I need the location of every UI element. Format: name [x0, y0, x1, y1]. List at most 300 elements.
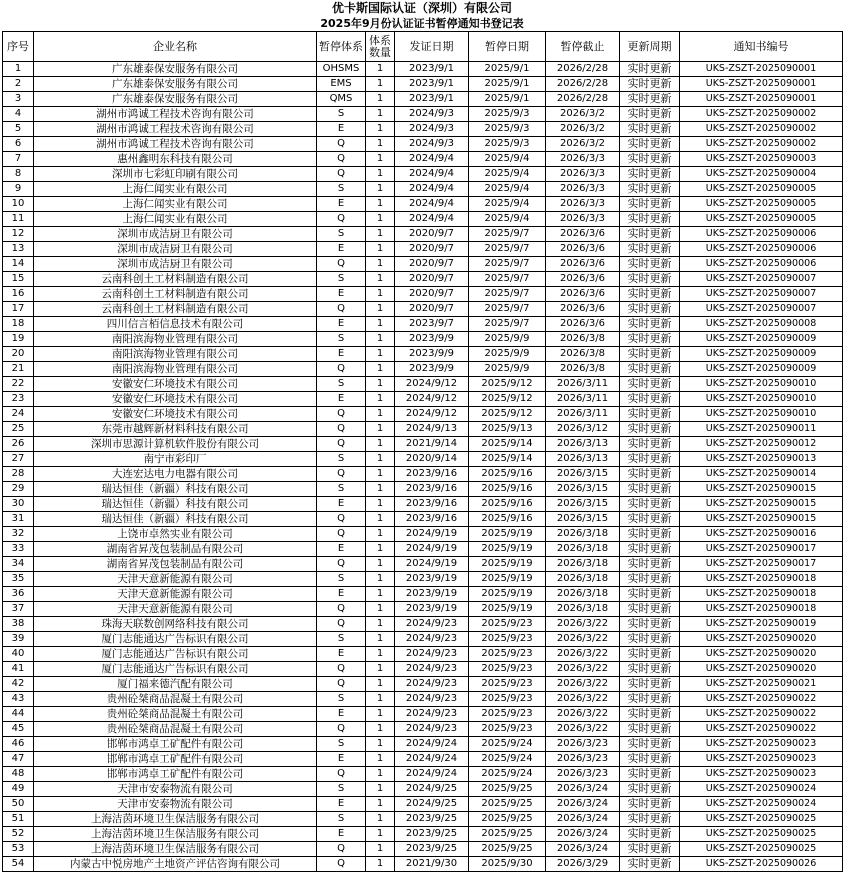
cell-company: 云南科创土工材料制造有限公司: [34, 272, 317, 287]
cell-issue-date: 2020/9/7: [395, 272, 469, 287]
cell-issue-date: 2023/9/9: [395, 362, 469, 377]
cell-system-count: 1: [366, 827, 395, 842]
cell-system: S: [317, 272, 366, 287]
cell-company: 深圳市成洁厨卫有限公司: [34, 242, 317, 257]
cell-index: 22: [3, 377, 34, 392]
cell-system: E: [317, 287, 366, 302]
cell-notice-number: UKS-ZSZT-2025090019: [680, 617, 843, 632]
header-system: 暂停体系: [317, 32, 366, 62]
cell-company: 厦门志能通达广告标识有限公司: [34, 632, 317, 647]
table-row: [3, 677, 843, 692]
table-row: [3, 77, 843, 92]
cell-system: Q: [317, 212, 366, 227]
cell-company: 南宁市彩印厂: [34, 452, 317, 467]
cell-issue-date: 2023/9/16: [395, 467, 469, 482]
cell-system: Q: [317, 512, 366, 527]
cell-system-count: 1: [366, 107, 395, 122]
cell-system: S: [317, 572, 366, 587]
cell-suspend-end: 2026/3/3: [546, 212, 620, 227]
cell-suspend-end: 2026/3/3: [546, 182, 620, 197]
cell-update-cycle: 实时更新: [620, 392, 680, 407]
cell-update-cycle: 实时更新: [620, 782, 680, 797]
cell-update-cycle: 实时更新: [620, 812, 680, 827]
cell-suspend-date: 2025/9/7: [469, 257, 546, 272]
cell-update-cycle: 实时更新: [620, 77, 680, 92]
cell-update-cycle: 实时更新: [620, 137, 680, 152]
table-row: [3, 752, 843, 767]
header-notice-number: 通知书编号: [680, 32, 843, 62]
cell-update-cycle: 实时更新: [620, 737, 680, 752]
table-row: [3, 647, 843, 662]
cell-suspend-end: 2026/3/8: [546, 362, 620, 377]
cell-system-count: 1: [366, 662, 395, 677]
cell-suspend-date: 2025/9/4: [469, 182, 546, 197]
cell-suspend-date: 2025/9/12: [469, 377, 546, 392]
cell-notice-number: UKS-ZSZT-2025090025: [680, 812, 843, 827]
cell-system: Q: [317, 407, 366, 422]
cell-suspend-end: 2026/3/11: [546, 407, 620, 422]
cell-suspend-date: 2025/9/3: [469, 137, 546, 152]
cell-issue-date: 2024/9/19: [395, 542, 469, 557]
cell-system-count: 1: [366, 287, 395, 302]
cell-company: 云南科创土工材料制造有限公司: [34, 302, 317, 317]
cell-system: E: [317, 317, 366, 332]
cell-company: 深圳市成洁厨卫有限公司: [34, 227, 317, 242]
table-row: [3, 587, 843, 602]
table-row: [3, 437, 843, 452]
cell-index: 6: [3, 137, 34, 152]
cell-system-count: 1: [366, 272, 395, 287]
cell-notice-number: UKS-ZSZT-2025090018: [680, 602, 843, 617]
cell-notice-number: UKS-ZSZT-2025090018: [680, 587, 843, 602]
cell-update-cycle: 实时更新: [620, 602, 680, 617]
cell-issue-date: 2020/9/7: [395, 302, 469, 317]
cell-suspend-date: 2025/9/1: [469, 92, 546, 107]
cell-notice-number: UKS-ZSZT-2025090016: [680, 527, 843, 542]
cell-index: 15: [3, 272, 34, 287]
cell-issue-date: 2024/9/13: [395, 422, 469, 437]
cell-issue-date: 2023/9/1: [395, 62, 469, 77]
cell-update-cycle: 实时更新: [620, 467, 680, 482]
cell-system: S: [317, 332, 366, 347]
cell-suspend-date: 2025/9/19: [469, 542, 546, 557]
cell-company: 广东雄泰保安服务有限公司: [34, 92, 317, 107]
table-row: [3, 557, 843, 572]
cell-update-cycle: 实时更新: [620, 122, 680, 137]
cell-suspend-end: 2026/3/6: [546, 257, 620, 272]
cell-notice-number: UKS-ZSZT-2025090013: [680, 452, 843, 467]
cell-suspend-end: 2026/3/2: [546, 122, 620, 137]
cell-company: 南阳滨海物业管理有限公司: [34, 362, 317, 377]
header-issue-date: 发证日期: [395, 32, 469, 62]
table-row: [3, 362, 843, 377]
cell-system: Q: [317, 302, 366, 317]
table-row: [3, 272, 843, 287]
table-row: [3, 152, 843, 167]
cell-update-cycle: 实时更新: [620, 152, 680, 167]
cell-company: 南阳滨海物业管理有限公司: [34, 332, 317, 347]
cell-system: Q: [317, 557, 366, 572]
cell-suspend-date: 2025/9/19: [469, 602, 546, 617]
cell-notice-number: UKS-ZSZT-2025090005: [680, 212, 843, 227]
cell-suspend-date: 2025/9/25: [469, 812, 546, 827]
cell-system-count: 1: [366, 92, 395, 107]
cell-index: 24: [3, 407, 34, 422]
table-row: [3, 302, 843, 317]
cell-suspend-end: 2026/3/18: [546, 572, 620, 587]
cell-notice-number: UKS-ZSZT-2025090007: [680, 287, 843, 302]
cell-index: 23: [3, 392, 34, 407]
cell-notice-number: UKS-ZSZT-2025090025: [680, 827, 843, 842]
cell-system: S: [317, 782, 366, 797]
cell-suspend-date: 2025/9/14: [469, 452, 546, 467]
cell-system: Q: [317, 722, 366, 737]
cell-suspend-date: 2025/9/9: [469, 347, 546, 362]
header-update-cycle: 更新周期: [620, 32, 680, 62]
cell-issue-date: 2023/9/9: [395, 332, 469, 347]
cell-notice-number: UKS-ZSZT-2025090006: [680, 227, 843, 242]
document-title: 优卡斯国际认证（深圳）有限公司: [331, 1, 512, 15]
cell-system-count: 1: [366, 737, 395, 752]
cell-index: 10: [3, 197, 34, 212]
cell-suspend-end: 2026/3/22: [546, 617, 620, 632]
cell-index: 47: [3, 752, 34, 767]
cell-index: 51: [3, 812, 34, 827]
cell-company: 南阳滨海物业管理有限公司: [34, 347, 317, 362]
cell-system-count: 1: [366, 197, 395, 212]
cell-suspend-date: 2025/9/25: [469, 797, 546, 812]
cell-index: 40: [3, 647, 34, 662]
cell-suspend-end: 2026/3/24: [546, 842, 620, 857]
cell-suspend-end: 2026/3/22: [546, 677, 620, 692]
table-row: [3, 392, 843, 407]
cell-update-cycle: 实时更新: [620, 407, 680, 422]
table-row: [3, 572, 843, 587]
cell-system: Q: [317, 842, 366, 857]
cell-suspend-date: 2025/9/4: [469, 152, 546, 167]
cell-system-count: 1: [366, 542, 395, 557]
cell-index: 7: [3, 152, 34, 167]
cell-suspend-date: 2025/9/16: [469, 482, 546, 497]
cell-index: 48: [3, 767, 34, 782]
cell-system: Q: [317, 167, 366, 182]
cell-notice-number: UKS-ZSZT-2025090002: [680, 137, 843, 152]
cell-notice-number: UKS-ZSZT-2025090010: [680, 392, 843, 407]
cell-index: 25: [3, 422, 34, 437]
cell-issue-date: 2024/9/25: [395, 782, 469, 797]
cell-company: 云南科创土工材料制造有限公司: [34, 287, 317, 302]
cell-suspend-date: 2025/9/12: [469, 407, 546, 422]
table-row: [3, 332, 843, 347]
cell-index: 42: [3, 677, 34, 692]
cell-system: E: [317, 197, 366, 212]
cell-system-count: 1: [366, 137, 395, 152]
cell-notice-number: UKS-ZSZT-2025090017: [680, 557, 843, 572]
table-row: [3, 137, 843, 152]
cell-issue-date: 2024/9/24: [395, 767, 469, 782]
cell-suspend-date: 2025/9/24: [469, 752, 546, 767]
cell-update-cycle: 实时更新: [620, 707, 680, 722]
table-row: [3, 422, 843, 437]
cell-update-cycle: 实时更新: [620, 557, 680, 572]
cell-system-count: 1: [366, 842, 395, 857]
table-row: [3, 257, 843, 272]
cell-issue-date: 2024/9/23: [395, 662, 469, 677]
cell-suspend-date: 2025/9/16: [469, 512, 546, 527]
cell-update-cycle: 实时更新: [620, 302, 680, 317]
cell-issue-date: 2020/9/7: [395, 242, 469, 257]
table-row: [3, 527, 843, 542]
table-row: [3, 197, 843, 212]
cell-update-cycle: 实时更新: [620, 377, 680, 392]
cell-system-count: 1: [366, 497, 395, 512]
cell-notice-number: UKS-ZSZT-2025090009: [680, 347, 843, 362]
cell-system-count: 1: [366, 212, 395, 227]
table-row: [3, 782, 843, 797]
cell-company: 安徽安仁环境技术有限公司: [34, 392, 317, 407]
cell-system-count: 1: [366, 722, 395, 737]
cell-index: 38: [3, 617, 34, 632]
cell-system-count: 1: [366, 242, 395, 257]
cell-issue-date: 2024/9/12: [395, 407, 469, 422]
cell-system-count: 1: [366, 602, 395, 617]
cell-system: OHSMS: [317, 62, 366, 77]
table-row: [3, 497, 843, 512]
cell-company: 湖州市鸿诚工程技术咨询有限公司: [34, 137, 317, 152]
header-company: 企业名称: [34, 32, 317, 62]
cell-update-cycle: 实时更新: [620, 572, 680, 587]
cell-issue-date: 2023/9/1: [395, 92, 469, 107]
cell-index: 27: [3, 452, 34, 467]
cell-system-count: 1: [366, 797, 395, 812]
table-row: [3, 737, 843, 752]
cell-update-cycle: 实时更新: [620, 827, 680, 842]
cell-company: 安徽安仁环境技术有限公司: [34, 407, 317, 422]
cell-index: 32: [3, 527, 34, 542]
cell-index: 33: [3, 542, 34, 557]
cell-notice-number: UKS-ZSZT-2025090026: [680, 857, 843, 872]
cell-index: 49: [3, 782, 34, 797]
cell-notice-number: UKS-ZSZT-2025090023: [680, 752, 843, 767]
cell-suspend-end: 2026/3/13: [546, 452, 620, 467]
cell-suspend-end: 2026/3/13: [546, 437, 620, 452]
table-row: [3, 512, 843, 527]
table-row: [3, 797, 843, 812]
cell-suspend-end: 2026/3/29: [546, 857, 620, 872]
header-suspend-end: 暂停截止: [546, 32, 620, 62]
cell-issue-date: 2023/9/9: [395, 347, 469, 362]
cell-system-count: 1: [366, 167, 395, 182]
cell-company: 广东雄泰保安服务有限公司: [34, 77, 317, 92]
cell-notice-number: UKS-ZSZT-2025090009: [680, 332, 843, 347]
cell-index: 54: [3, 857, 34, 872]
cell-suspend-end: 2026/2/28: [546, 77, 620, 92]
cell-notice-number: UKS-ZSZT-2025090015: [680, 512, 843, 527]
cell-suspend-end: 2026/3/22: [546, 647, 620, 662]
cell-update-cycle: 实时更新: [620, 767, 680, 782]
cell-company: 湖南省昇茂包装制品有限公司: [34, 557, 317, 572]
cell-notice-number: UKS-ZSZT-2025090006: [680, 257, 843, 272]
table-row: [3, 287, 843, 302]
cell-update-cycle: 实时更新: [620, 242, 680, 257]
cell-update-cycle: 实时更新: [620, 272, 680, 287]
cell-notice-number: UKS-ZSZT-2025090006: [680, 242, 843, 257]
cell-company: 厦门志能通达广告标识有限公司: [34, 647, 317, 662]
cell-system: Q: [317, 677, 366, 692]
cell-system: S: [317, 452, 366, 467]
cell-issue-date: 2024/9/4: [395, 152, 469, 167]
cell-suspend-date: 2025/9/16: [469, 467, 546, 482]
table-row: [3, 107, 843, 122]
cell-update-cycle: 实时更新: [620, 287, 680, 302]
cell-update-cycle: 实时更新: [620, 92, 680, 107]
cell-system: Q: [317, 437, 366, 452]
cell-suspend-end: 2026/3/22: [546, 662, 620, 677]
cell-issue-date: 2024/9/3: [395, 122, 469, 137]
table-row: [3, 347, 843, 362]
cell-suspend-end: 2026/3/6: [546, 287, 620, 302]
cell-system-count: 1: [366, 512, 395, 527]
cell-issue-date: 2023/9/16: [395, 512, 469, 527]
cell-system-count: 1: [366, 647, 395, 662]
cell-suspend-date: 2025/9/14: [469, 437, 546, 452]
cell-system: EMS: [317, 77, 366, 92]
cell-issue-date: 2023/9/16: [395, 482, 469, 497]
table-row: [3, 92, 843, 107]
cell-system: QMS: [317, 92, 366, 107]
cell-index: 34: [3, 557, 34, 572]
cell-system: E: [317, 587, 366, 602]
cell-suspend-date: 2025/9/7: [469, 272, 546, 287]
cell-system-count: 1: [366, 467, 395, 482]
cell-suspend-date: 2025/9/23: [469, 722, 546, 737]
cell-index: 2: [3, 77, 34, 92]
cell-suspend-date: 2025/9/19: [469, 527, 546, 542]
cell-issue-date: 2024/9/3: [395, 107, 469, 122]
cell-system-count: 1: [366, 347, 395, 362]
cell-suspend-end: 2026/3/18: [546, 602, 620, 617]
cell-update-cycle: 实时更新: [620, 722, 680, 737]
cell-issue-date: 2020/9/14: [395, 452, 469, 467]
cell-index: 8: [3, 167, 34, 182]
cell-suspend-date: 2025/9/23: [469, 647, 546, 662]
cell-suspend-date: 2025/9/7: [469, 302, 546, 317]
header-row: [3, 32, 843, 62]
table-row: [3, 707, 843, 722]
cell-update-cycle: 实时更新: [620, 182, 680, 197]
cell-company: 厦门福来德汽配有限公司: [34, 677, 317, 692]
cell-suspend-date: 2025/9/7: [469, 287, 546, 302]
cell-suspend-end: 2026/3/12: [546, 422, 620, 437]
cell-system: E: [317, 392, 366, 407]
cell-suspend-date: 2025/9/9: [469, 332, 546, 347]
cell-system: S: [317, 182, 366, 197]
cell-company: 邯郸市鸿卓工矿配件有限公司: [34, 737, 317, 752]
table-row: [3, 542, 843, 557]
cell-suspend-date: 2025/9/1: [469, 77, 546, 92]
cell-system: Q: [317, 857, 366, 872]
table-row: [3, 167, 843, 182]
cell-suspend-date: 2025/9/4: [469, 197, 546, 212]
cell-company: 厦门志能通达广告标识有限公司: [34, 662, 317, 677]
cell-system-count: 1: [366, 377, 395, 392]
cell-index: 31: [3, 512, 34, 527]
cell-index: 12: [3, 227, 34, 242]
cell-system-count: 1: [366, 332, 395, 347]
cell-suspend-date: 2025/9/25: [469, 842, 546, 857]
cell-system-count: 1: [366, 62, 395, 77]
cell-suspend-date: 2025/9/25: [469, 782, 546, 797]
cell-company: 东莞市越辉新材料科技有限公司: [34, 422, 317, 437]
cell-notice-number: UKS-ZSZT-2025090022: [680, 707, 843, 722]
cell-update-cycle: 实时更新: [620, 347, 680, 362]
cell-issue-date: 2021/9/14: [395, 437, 469, 452]
table-row: [3, 827, 843, 842]
cell-suspend-end: 2026/3/15: [546, 467, 620, 482]
table-row: [3, 767, 843, 782]
cell-system-count: 1: [366, 317, 395, 332]
cell-index: 16: [3, 287, 34, 302]
cell-suspend-date: 2025/9/19: [469, 557, 546, 572]
cell-notice-number: UKS-ZSZT-2025090023: [680, 737, 843, 752]
table-row: [3, 317, 843, 332]
cell-system: S: [317, 482, 366, 497]
cell-company: 瑞达恒佳（新疆）科技有限公司: [34, 482, 317, 497]
cell-company: 天津天意新能源有限公司: [34, 572, 317, 587]
cell-issue-date: 2024/9/23: [395, 722, 469, 737]
cell-system: Q: [317, 602, 366, 617]
cell-notice-number: UKS-ZSZT-2025090005: [680, 197, 843, 212]
cell-suspend-date: 2025/9/4: [469, 212, 546, 227]
cell-company: 湖南省昇茂包装制品有限公司: [34, 542, 317, 557]
cell-system: Q: [317, 662, 366, 677]
cell-suspend-date: 2025/9/12: [469, 392, 546, 407]
cell-system-count: 1: [366, 557, 395, 572]
cell-issue-date: 2024/9/19: [395, 527, 469, 542]
cell-issue-date: 2024/9/23: [395, 677, 469, 692]
cell-company: 上海洁茵环境卫生保洁服务有限公司: [34, 827, 317, 842]
cell-system-count: 1: [366, 452, 395, 467]
cell-index: 5: [3, 122, 34, 137]
cell-notice-number: UKS-ZSZT-2025090008: [680, 317, 843, 332]
cell-notice-number: UKS-ZSZT-2025090020: [680, 632, 843, 647]
cell-index: 50: [3, 797, 34, 812]
cell-company: 湖州市鸿诚工程技术咨询有限公司: [34, 107, 317, 122]
cell-index: 4: [3, 107, 34, 122]
cell-issue-date: 2024/9/23: [395, 617, 469, 632]
cell-notice-number: UKS-ZSZT-2025090002: [680, 122, 843, 137]
cell-company: 珠海天联数创网络科技有限公司: [34, 617, 317, 632]
cell-system: E: [317, 242, 366, 257]
cell-suspend-end: 2026/3/2: [546, 107, 620, 122]
cell-notice-number: UKS-ZSZT-2025090018: [680, 572, 843, 587]
table-row: [3, 602, 843, 617]
table-row: [3, 212, 843, 227]
cell-company: 天津天意新能源有限公司: [34, 602, 317, 617]
cell-index: 37: [3, 602, 34, 617]
cell-system-count: 1: [366, 527, 395, 542]
cell-system-count: 1: [366, 707, 395, 722]
table-row: [3, 662, 843, 677]
cell-index: 9: [3, 182, 34, 197]
header-system-count: 体系数量: [366, 32, 395, 62]
cell-update-cycle: 实时更新: [620, 482, 680, 497]
table-row: [3, 722, 843, 737]
cell-update-cycle: 实时更新: [620, 212, 680, 227]
cell-company: 深圳市思源计算机软件股份有限公司: [34, 437, 317, 452]
cell-suspend-end: 2026/3/24: [546, 782, 620, 797]
cell-update-cycle: 实时更新: [620, 197, 680, 212]
